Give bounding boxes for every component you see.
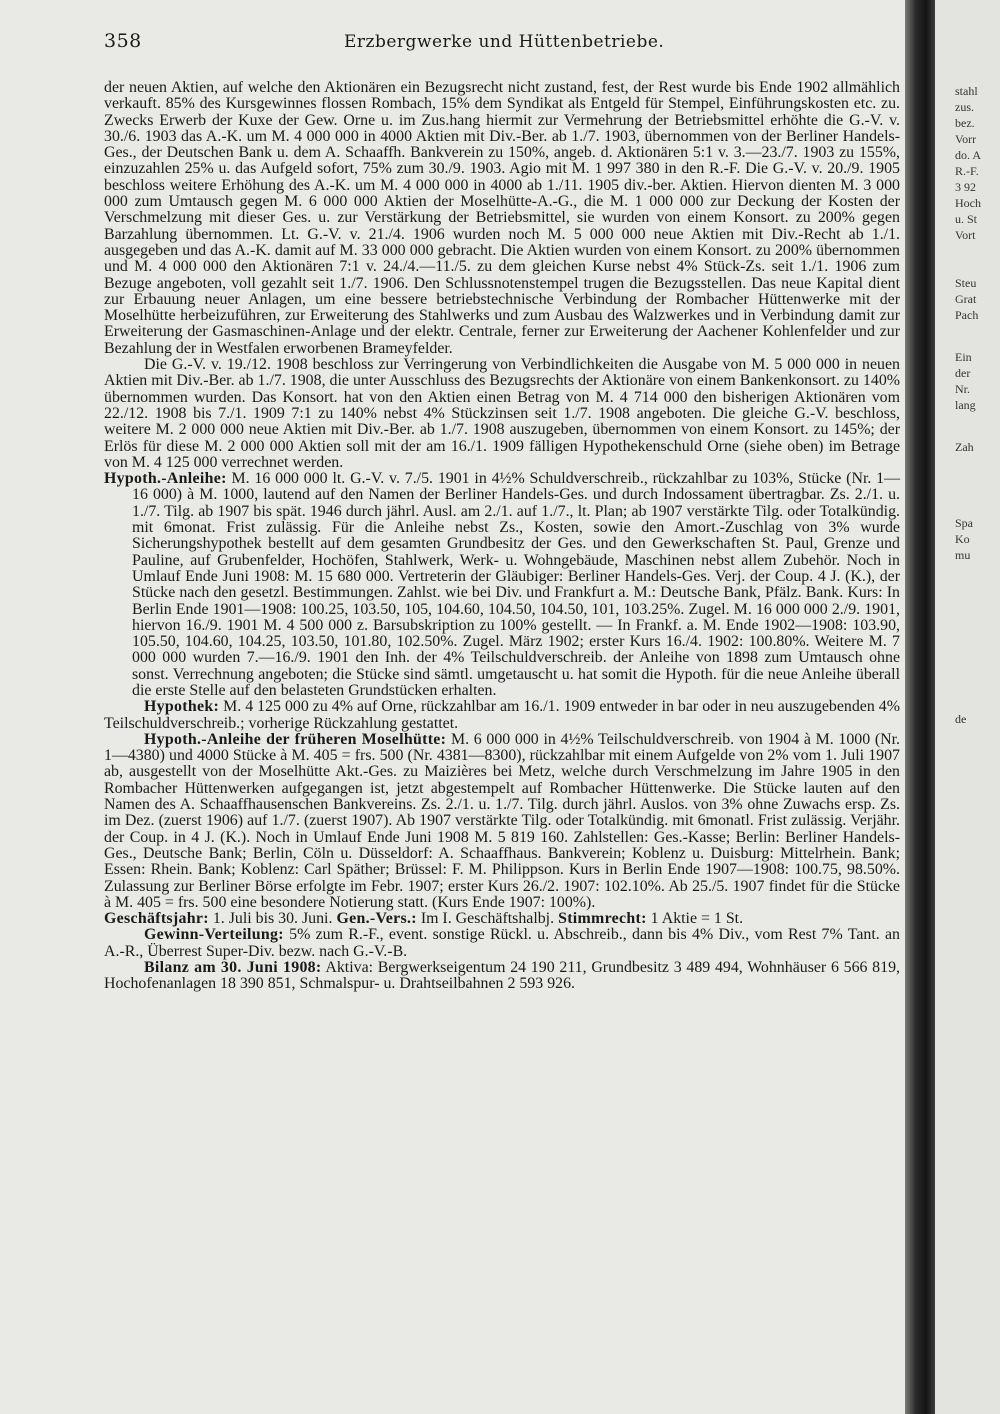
adjacent-fragment: u. St <box>955 212 978 226</box>
adjacent-fragment: Ein <box>955 350 972 364</box>
book-binding-gutter <box>905 0 935 1414</box>
geschaeftsjahr-value: 1. Juli bis 30. Juni. <box>212 910 333 928</box>
adjacent-fragment: 3 92 <box>955 180 976 194</box>
adjacent-fragment: R.-F. <box>955 164 979 178</box>
section-text: M. 4 125 000 zu 4% auf Orne, rückzahlbar am 16./1. 1909 entweder in bar oder in neu auszugebenden 4% Teilschuldverschreib.; vorherige Rückzahlung gestattet. <box>104 698 900 732</box>
page-header <box>104 26 900 56</box>
adjacent-fragment: Spa <box>955 516 973 530</box>
adjacent-fragment: stahl <box>955 84 978 98</box>
stimmrecht-value: 1 Aktie = 1 St. <box>650 910 744 928</box>
section-hypoth-anleihe <box>104 471 900 699</box>
adjacent-page-edge <box>935 0 1000 1414</box>
adjacent-fragment: Pach <box>955 308 979 322</box>
adjacent-fragment: Hoch <box>955 196 981 210</box>
paragraph-text: Die G.-V. v. 19./12. 1908 beschloss zur Verringerung von Verbindlichkeiten die Ausgabe von M. 5 000 000 in neuen Aktien mit Div.-Ber. ab 1./7. 1908, die unter Ausschluss des Bezugsrechts der Aktionäre von einem Bankenkonsort. zu 140% übernommen wurden. Das Konsort. hat von den Aktien einen Betrag von M. 4 714 000 den bisherigen Aktionären vom 22./12. 1908 bis 7./1. 1909 7:1 zu 140% nebst 4% Stückzinsen seit 1./7. 1908 angeboten. Die gleiche G.-V. beschloss, weitere M. 2 000 000 neue Aktien mit Div.-Ber. ab 1./7. 1908 auszugeben, übernommen von einem Konsort. zu 145%; der Erlös für diese M. 2 000 000 Aktien soll mit der am 16./1. 1909 fälligen Hypothekenschuld Orne (siehe oben) im Betrage von M. 4 125 000 verrechnet werden. <box>104 356 900 471</box>
adjacent-fragment: Zah <box>955 440 974 454</box>
stimmrecht-label: Stimmrecht: <box>558 910 647 928</box>
gen-vers-label: Gen.-Vers.: <box>336 910 417 928</box>
adjacent-fragment: de <box>955 712 967 726</box>
running-title: Erzbergwerke und Hüttenbetriebe. <box>344 32 665 52</box>
paragraph-capital-history-1 <box>104 80 900 357</box>
adjacent-fragment: lang <box>955 398 976 412</box>
document-body <box>104 80 900 993</box>
gen-vers-value: Im I. Geschäftshalbj. <box>420 910 555 928</box>
adjacent-fragment: der <box>955 366 971 380</box>
adjacent-fragment: zus. <box>955 100 974 114</box>
section-label: Hypothek: <box>144 698 220 716</box>
adjacent-fragment: Steu <box>955 276 977 290</box>
adjacent-fragment: do. A <box>955 148 982 162</box>
page-number: 358 <box>104 30 142 52</box>
geschaeftsjahr-label: Geschäftsjahr: <box>104 910 209 928</box>
section-hypothek <box>104 699 900 732</box>
section-meta-line <box>104 911 900 927</box>
adjacent-fragment: Nr. <box>955 382 970 396</box>
adjacent-fragment: Ko <box>955 532 970 546</box>
adjacent-fragment: Vorr <box>955 132 977 146</box>
section-moselhuette-anleihe <box>104 732 900 911</box>
section-label: Hypoth.-Anleihe der früheren Moselhütte: <box>144 730 447 748</box>
section-text: M. 6 000 000 in 4½% Teilschuldverschreib. von 1904 à M. 1000 (Nr. 1—4380) und 4000 Stücke à M. 405 = frs. 500 (Nr. 4381—8300), rückzahlbar mit einem Aufgelde von 2% vom 1. Juli 1907 ab, ausgestellt von der Moselhütte Akt.-Ges. zu Maizières bei Metz, welche durch Verschmelzung im Jahre 1905 in den Rombacher Hüttenwerken aufgegangen ist, jetzt abgestempelt auf Rombacher Hüttenwerke. Die Stücke lauten auf den Namen des A. Schaaffhausenschen Bankvereins. Zs. 2./1. u. 1./7. Tilg. durch jährl. Auslos. von 3% ohne Zuwachs ersp. Zs. im Dez. (zuerst 1906) auf 1./7. (zuerst 1907). Ab 1907 verstärkte Tilg. oder Totalkündig. mit 6monatl. Frist zulässig. Verjähr. der Coup. in 4 J. (K.). Noch in Umlauf Ende Juni 1908 M. 5 819 160. Zahlstellen: Ges.-Kasse; Berlin: Berliner Handels-Ges., Deutsche Bank; Berlin, Cöln u. Düsseldorf: A. Schaaffhaus. Bankverein; Koblenz u. Duisburg: Mittelrhein. Bank; Essen: Rhein. Bank; Koblenz: Carl Späther; Brüssel: F. M. Philippson. Kurs in Berlin Ende 1907—1908: 100.75, 98.50%. Zulassung zur Berliner Börse erfolgte im Febr. 1907; erster Kurs 26./2. 1907: 102.10%. Ab 25./5. 1907 findet für die Stücke à M. 405 = frs. 500 eine besondere Notierung statt. (Kurs Ende 1907: 100%). <box>104 730 901 911</box>
section-label: Bilanz am 30. Juni 1908: <box>144 959 322 977</box>
paragraph-text: der neuen Aktien, auf welche den Aktionären ein Bezugsrecht nicht zustand, fest, der Rest wurde bis Ende 1902 allmählich verkauft. 85% des Kursgewinnes flossen Rombach, 15% dem Syndikat als Entgeld für Stempel, Einführungskosten etc. zu. Zwecks Erwerb der Kuxe der Gew. Orne u. im Zus.hang hiermit zur Vermehrung der Betriebsmittel erhöhte die G.-V. v. 30./6. 1903 das A.-K. um M. 4 000 000 in 4000 Aktien mit Div.-Ber. ab 1./7. 1903, übernommen von der Berliner Handels-Ges., der Deutschen Bank u. dem A. Schaaffh. Bankverein zu 150%, angeb. d. Aktionären 5:1 v. 3.—23./7. 1903 zu 155%, einzuzahlen 25% u. das Aufgeld sofort, 75% zum 30./9. 1903. Agio mit M. 1 997 380 in den R.-F. Die G.-V. v. 20./9. 1905 beschloss weitere Erhöhung des A.-K. um M. 4 000 000 in 4000 ab 1./11. 1905 div.-ber. Aktien. Hiervon dienten M. 3 000 000 zum Umtausch gegen M. 6 000 000 Aktien der Moselhütte-A.-G., die M. 1 000 000 zur Deckung der Kosten der Verschmelzung mit dieser Ges. u. zur Verstärkung der Betriebsmittel, sie wurden von einem Konsort. zu 200% gegen Barzahlung übernommen. Lt. G.-V. v. 21./4. 1906 wurden noch M. 5 000 000 neue Aktien mit Div.-Recht ab 1./1. ausgegeben und das A.-K. damit auf M. 33 000 000 gebracht. Die Aktien wurden von einem Konsort. zu 200% übernommen und M. 4 000 000 den Aktionären 7:1 v. 24./4.—11./5. zu dem gleichen Kurse nebst 4% Stück-Zs. seit 1./1. 1906 zum Bezuge angeboten, voll gezahlt seit 1./7. 1906. Den Schlussnotenstempel trugen die Bezugsstellen. Das neue Kapital dient zur Erbauung neuer Anlagen, um eine bessere betriebstechnische Verbindung der Rombacher Hüttenwerke mit der Moselhütte herbeizuführen, zur Erweiterung des Stahlwerks und zum Ausbau des Walzwerkes und in Verbindung damit zur Erweiterung der Gasmaschinen-Anlage und der elektr. Centrale, ferner zur Erweiterung der Aachener Kohlenfelder und zur Bezahlung der in Westfalen erworbenen Brameyfelder. <box>104 79 900 357</box>
section-text: 5% zum R.-F., event. sonstige Rückl. u. Abschreib., dann bis 4% Div., vom Rest 7% Tant. an A.-R., Überrest Super-Div. bezw. nach G.-V.-B. <box>104 926 900 960</box>
section-gewinn-verteilung <box>104 927 900 960</box>
adjacent-fragment: Grat <box>955 292 977 306</box>
section-label: Hypoth.-Anleihe: <box>104 470 227 488</box>
section-label: Gewinn-Verteilung: <box>144 926 284 944</box>
adjacent-fragment: Vort <box>955 228 976 242</box>
section-text: M. 16 000 000 lt. G.-V. v. 7./5. 1901 in 4½% Schuldverschreib., rückzahlbar zu 103%, Stücke (Nr. 1—16 000) à M. 1000, lautend auf den Namen der Berliner Handels-Ges. und durch Indossament übertragbar. Zs. 2./1. u. 1./7. Tilg. ab 1907 bis spät. 1946 durch jährl. Ausl. am 2./1. auf 1./7., lt. Plan; ab 1907 verstärkte Tilg. oder Totalkündig. mit 6monat. Frist zulässig. Für die Anleihe nebst Zs., Kosten, sowie den Amort.-Zuschlag von 3% wurde Sicherungshypothek bestellt auf dem gesamten Grundbesitz der Ges. und den Gewerkschaften St. Paul, Grenze und Pauline, auf Grubenfelder, Hochöfen, Stahlwerk, Werk- u. Wohngebäude, Maschinen nebst allem Zubehör. Noch in Umlauf Ende Juni 1908: M. 15 680 000. Vertreterin der Gläubiger: Berliner Handels-Ges. Verj. der Coup. 4 J. (K.), der Stücke nach den gesetzl. Bestimmungen. Zahlst. wie bei Div. und Frankfurt a. M.: Deutsche Bank, Pfälz. Bank. Kurs: In Berlin Ende 1901—1908: 100.25, 103.50, 105, 104.60, 104.50, 104.50, 101, 103.25%. Zugel. M. 16 000 000 2./9. 1901, hiervon 16./9. 1901 M. 4 500 000 z. Barsubskription zu 100% gestellt. — In Frankf. a. M. Ende 1902—1908: 103.90, 105.50, 104.60, 104.25, 103.50, 101.80, 102.50%. Zugel. März 1902; erster Kurs 16./4. 1902: 100.80%. Weitere M. 7 000 000 wurden 7.—16./9. 1901 den Inh. der 4% Teilschuldverschreib. der Anleihe von 1898 zum Umtausch ohne sonst. Verrechnung angeboten; die Stücke sind sämtl. umgetauscht u. hat somit die Hypoth. für die neue Anleihe überall die erste Stelle auf den belasteten Grundstücken erhalten. <box>132 470 900 699</box>
section-text: Aktiva: Bergwerkseigentum 24 190 211, Grundbesitz 3 489 494, Wohnhäuser 6 566 819, Hochofenanlagen 18 390 851, Schmalspur- u. Drahtseilbahnen 2 593 926. <box>104 959 900 993</box>
section-bilanz <box>104 960 900 993</box>
paragraph-capital-history-2 <box>104 357 900 471</box>
adjacent-fragment: mu <box>955 548 971 562</box>
adjacent-fragment: bez. <box>955 116 975 130</box>
